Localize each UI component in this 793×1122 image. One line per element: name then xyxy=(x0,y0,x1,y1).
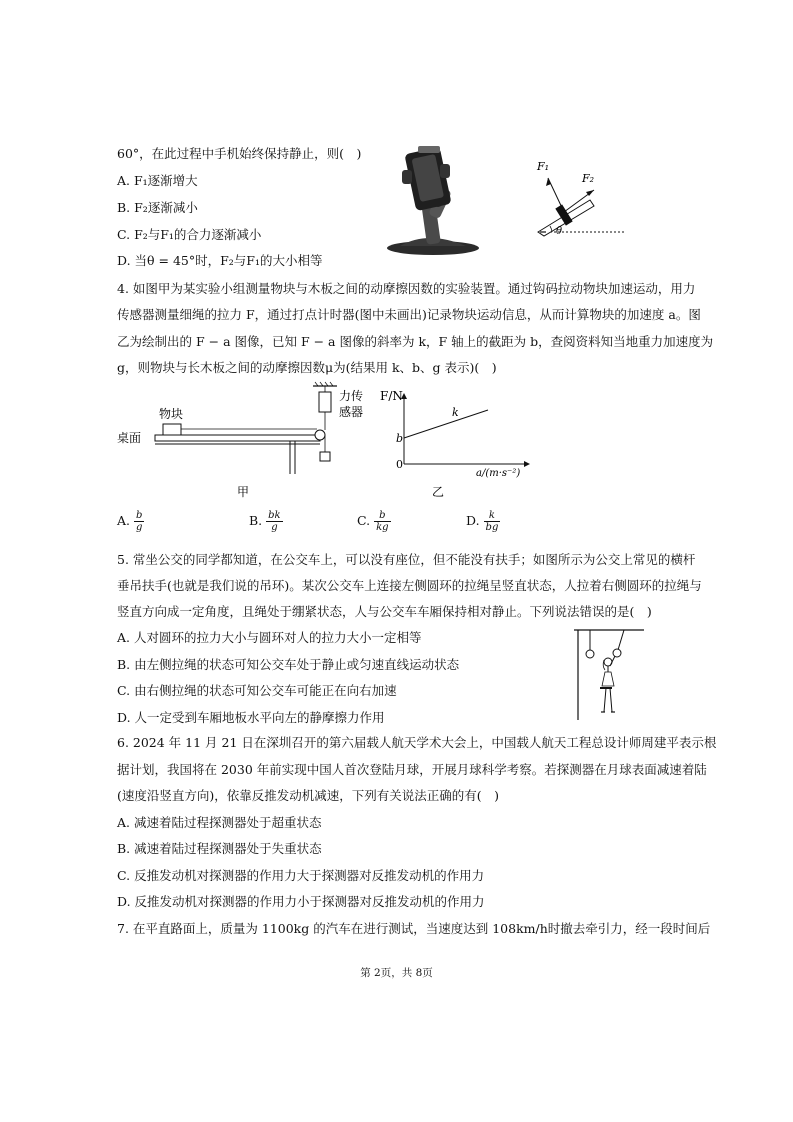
q4-option-c: C. $\frac{b}{kg}$ xyxy=(357,510,389,533)
q5-line-2: 垂吊扶手(也就是我们说的吊环)。某次公交车上连接左侧圆环的拉绳呈竖直状态，人拉着右侧圆环的拉绳与 xyxy=(117,578,702,593)
q4-option-b: B. $\frac{bk}{g}$ xyxy=(249,510,281,533)
q3-option-b: B. F₂逐渐减小 xyxy=(117,200,198,215)
fig-label-b: b xyxy=(396,432,404,445)
bus-handle-figure xyxy=(568,624,648,724)
q4-figure-jia xyxy=(115,380,364,500)
q4-line-2: 传感器测量细绳的拉力 F，通过打点计时器(图中未画出)记录物块运动信息，从而计算物块的加速度 a。图 xyxy=(117,307,701,322)
fraction: $\frac{bk}{g}$ xyxy=(268,510,281,533)
q6-line-3: (速度沿竖直方向)，依靠反推发动机减速，下列有关说法正确的有( ) xyxy=(117,788,500,803)
fig-label-k: k xyxy=(452,406,459,419)
q3-option-c: C. F₂与F₁的合力逐渐减小 xyxy=(117,227,262,242)
fig-label-sensor-1: 力传 xyxy=(339,389,364,403)
q6-option-a: A. 减速着陆过程探测器处于超重状态 xyxy=(117,815,322,830)
fig-caption-jia: 甲 xyxy=(237,485,250,499)
q5-option-c: C. 由右侧拉绳的状态可知公交车可能正在向右加速 xyxy=(117,683,397,698)
fig-label-f1: F₁ xyxy=(537,160,550,173)
q3-option-a: A. F₁逐渐增大 xyxy=(117,173,198,188)
q4-line-1: 4. 如图甲为某实验小组测量物块与木板之间的动摩擦因数的实验装置。通过钩码拉动物块加速运动，用力 xyxy=(117,281,696,296)
q4-option-a: A. $\frac{b}{g}$ xyxy=(117,510,143,533)
fraction: $\frac{k}{bg}$ xyxy=(485,510,499,533)
q6-line-2: 据计划，我国将在 2030 年前实现中国人首次登陆月球，开展月球科学考察。若探测器在月球表面减速着陆 xyxy=(117,762,707,777)
q5-line-1: 5. 常坐公交的同学都知道，在公交车上，可以没有座位，但不能没有扶手；如图所示为公交上常见的横杆 xyxy=(117,552,696,567)
fig-label-origin: 0 xyxy=(396,458,403,471)
q5-option-b: B. 由左侧拉绳的状态可知公交车处于静止或匀速直线运动状态 xyxy=(117,657,460,672)
q6-line-1: 6. 2024 年 11 月 21 日在深圳召开的第六届载人航天学术大会上，中国载人航天工程总设计师周建平表示根 xyxy=(117,735,717,750)
fig-label-f2: F₂ xyxy=(582,172,595,185)
q7-line-1: 7. 在平直路面上，质量为 1100kg 的汽车在进行测试，当速度达到 108km/h时撤去牵引力，经一段时间后 xyxy=(117,921,711,936)
q6-option-c: C. 反推发动机对探测器的作用力大于探测器对反推发动机的作用力 xyxy=(117,868,485,883)
q6-option-d: D. 反推发动机对探测器的作用力小于探测器对反推发动机的作用力 xyxy=(117,894,485,909)
q4-line-3: 乙为绘制出的 F − a 图像，已知 F − a 图像的斜率为 k，F 轴上的截距为 b，查阅资料知当地重力加速度为 xyxy=(117,334,714,349)
fig-label-sensor-2: 感器 xyxy=(339,405,364,419)
fraction: $\frac{b}{g}$ xyxy=(136,510,143,533)
q3-option-d: D. 当θ = 45°时，F₂与F₁的大小相等 xyxy=(117,253,323,268)
fig-label-theta: θ xyxy=(556,226,563,237)
fig-label-block: 物块 xyxy=(159,407,184,421)
fig-label-a-axis: a/(m·s⁻²) xyxy=(476,468,521,479)
phone-holder-figure xyxy=(378,140,488,260)
q5-option-a: A. 人对圆环的拉力大小与圆环对人的拉力大小一定相等 xyxy=(117,630,422,645)
q4-line-4: g，则物块与长木板之间的动摩擦因数μ为(结果用 k、b、g 表示)( ) xyxy=(117,360,497,375)
q6-option-b: B. 减速着陆过程探测器处于失重状态 xyxy=(117,841,322,856)
q4-figure-yi xyxy=(370,380,540,500)
fraction: $\frac{b}{kg}$ xyxy=(376,510,389,533)
q3-stem-tail: 60°，在此过程中手机始终保持静止，则( ) xyxy=(117,146,362,161)
q5-line-3: 竖直方向成一定角度，且绳处于绷紧状态，人与公交车车厢保持相对静止。下列说法错误的是( ) xyxy=(117,604,652,619)
page-footer: 第 2页，共 8页 xyxy=(360,967,433,979)
q4-option-d: D. $\frac{k}{bg}$ xyxy=(466,510,499,533)
force-diagram-figure xyxy=(530,150,630,245)
fig-label-f-axis: F/N xyxy=(380,389,403,403)
fig-label-table: 桌面 xyxy=(117,431,142,445)
fig-caption-yi: 乙 xyxy=(432,485,445,499)
q5-option-d: D. 人一定受到车厢地板水平向左的静摩擦力作用 xyxy=(117,710,385,725)
